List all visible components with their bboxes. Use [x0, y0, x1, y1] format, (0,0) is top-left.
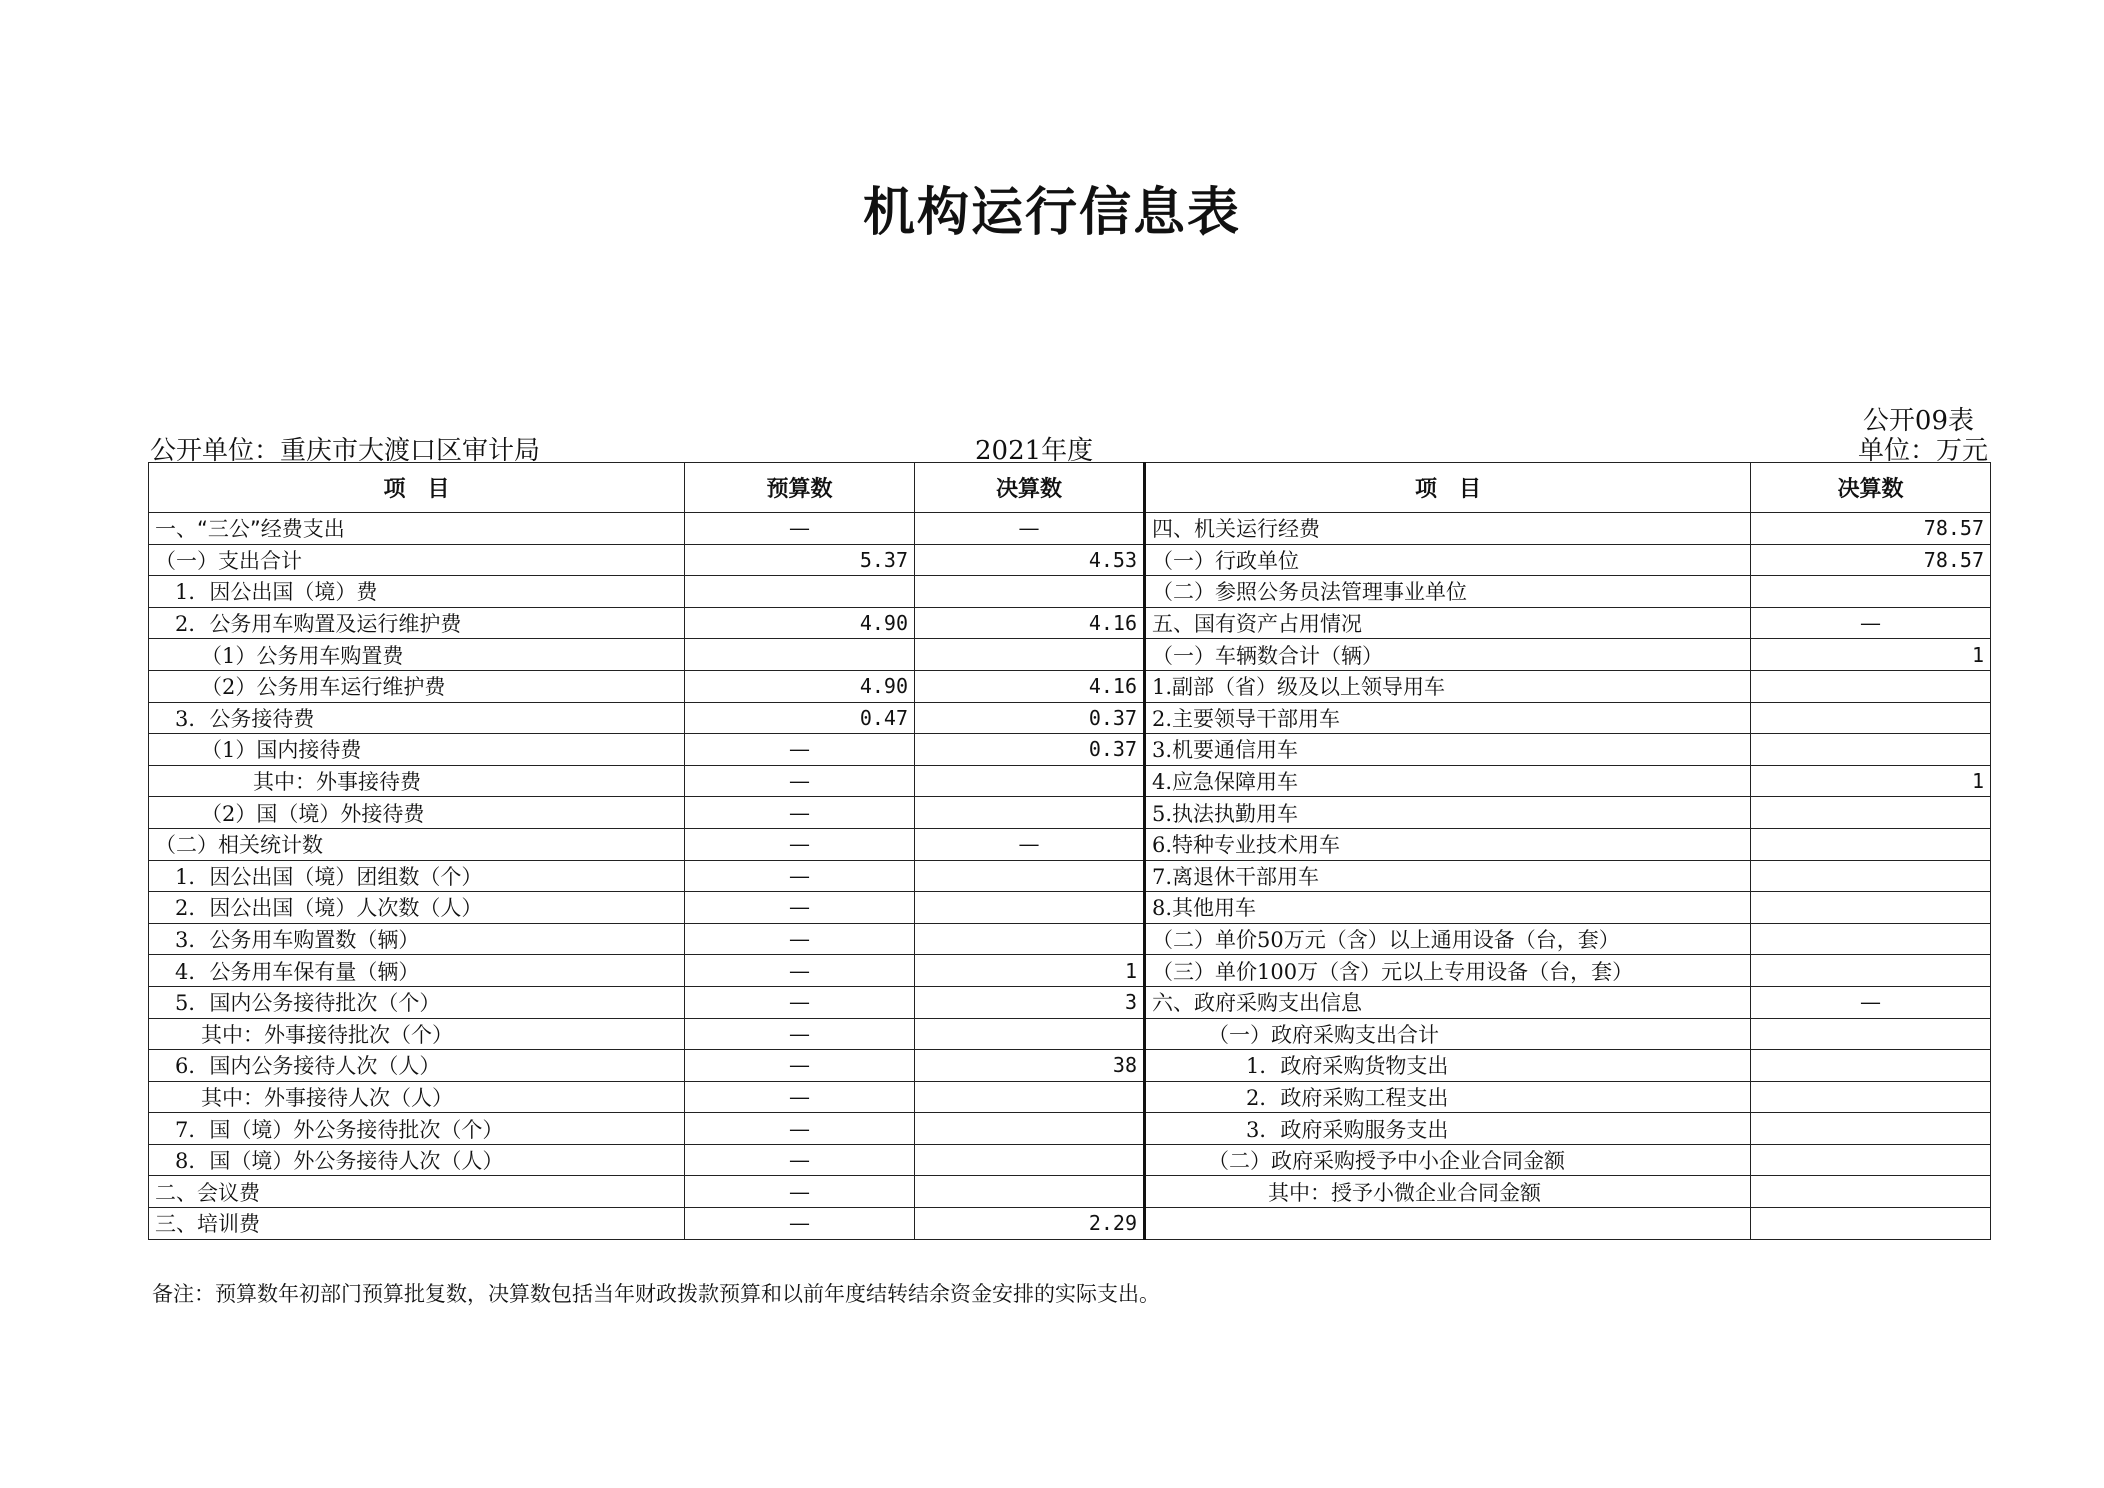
left-item-cell: 6．国内公务接待人次（人） — [149, 1050, 685, 1082]
budget-cell: — — [685, 1081, 915, 1113]
final-cell-right — [1751, 797, 1991, 829]
table-row — [149, 828, 1991, 860]
final-cell-left: 38 — [915, 1050, 1145, 1082]
right-item-cell: 4.应急保障用车 — [1145, 765, 1751, 797]
budget-cell: — — [685, 923, 915, 955]
table-row — [149, 734, 1991, 766]
final-cell-left — [915, 1176, 1145, 1208]
header-final-left: 决算数 — [915, 463, 1145, 513]
left-item-cell: 3．公务接待费 — [149, 702, 685, 734]
left-item-cell: 2．因公出国（境）人次数（人） — [149, 892, 685, 924]
right-item-cell: 六、政府采购支出信息 — [1145, 986, 1751, 1018]
table-row — [149, 1050, 1991, 1082]
table-row — [149, 765, 1991, 797]
table-row — [149, 986, 1991, 1018]
right-item-cell: 5.执法执勤用车 — [1145, 797, 1751, 829]
left-item-cell: （1）公务用车购置费 — [149, 639, 685, 671]
left-item-cell: （二）相关统计数 — [149, 828, 685, 860]
budget-cell: — — [685, 1050, 915, 1082]
final-cell-left: 4.16 — [915, 670, 1145, 702]
final-cell-left: — — [915, 828, 1145, 860]
final-cell-left — [915, 765, 1145, 797]
left-item-cell: （1）国内接待费 — [149, 734, 685, 766]
table-row — [149, 1018, 1991, 1050]
budget-cell: — — [685, 986, 915, 1018]
left-item-cell: 8．国（境）外公务接待人次（人） — [149, 1144, 685, 1176]
form-number: 公开09表 — [1862, 406, 1974, 436]
left-item-cell: 4．公务用车保有量（辆） — [149, 955, 685, 987]
budget-cell: — — [685, 1113, 915, 1145]
header-budget: 预算数 — [685, 463, 915, 513]
right-item-cell: 2．政府采购工程支出 — [1145, 1081, 1751, 1113]
final-cell-right — [1751, 1176, 1991, 1208]
left-item-cell: 其中：外事接待费 — [149, 765, 685, 797]
budget-cell — [685, 639, 915, 671]
final-cell-right — [1751, 1081, 1991, 1113]
table-row — [149, 639, 1991, 671]
table-header-row — [149, 463, 1991, 513]
final-cell-left — [915, 923, 1145, 955]
budget-cell: — — [685, 1144, 915, 1176]
final-cell-left: — — [915, 513, 1145, 545]
table-row — [149, 797, 1991, 829]
final-cell-right — [1751, 1018, 1991, 1050]
publishing-unit: 公开单位：重庆市大渡口区审计局 — [150, 436, 541, 466]
budget-cell: 4.90 — [685, 670, 915, 702]
budget-cell: — — [685, 828, 915, 860]
table-row — [149, 1208, 1991, 1240]
right-item-cell: （一）车辆数合计（辆） — [1145, 639, 1751, 671]
final-cell-left — [915, 576, 1145, 608]
table-row — [149, 702, 1991, 734]
left-item-cell: （一）支出合计 — [149, 544, 685, 576]
final-cell-right — [1751, 860, 1991, 892]
final-cell-right — [1751, 923, 1991, 955]
budget-cell: — — [685, 513, 915, 545]
right-item-cell: 3.机要通信用车 — [1145, 734, 1751, 766]
final-cell-right: 78.57 — [1751, 544, 1991, 576]
budget-cell: — — [685, 955, 915, 987]
table-row — [149, 923, 1991, 955]
table-row — [149, 1113, 1991, 1145]
budget-cell: — — [685, 892, 915, 924]
final-cell-right: — — [1751, 986, 1991, 1018]
final-cell-left: 3 — [915, 986, 1145, 1018]
budget-cell: — — [685, 1208, 915, 1240]
left-item-cell: 3．公务用车购置数（辆） — [149, 923, 685, 955]
table-body — [149, 513, 1991, 1240]
left-item-cell: 2．公务用车购置及运行维护费 — [149, 607, 685, 639]
budget-cell: — — [685, 765, 915, 797]
final-cell-right — [1751, 828, 1991, 860]
header-item-left: 项 目 — [149, 463, 685, 513]
budget-cell: — — [685, 860, 915, 892]
left-item-cell: （2）国（境）外接待费 — [149, 797, 685, 829]
budget-cell: 0.47 — [685, 702, 915, 734]
right-item-cell: 其中：授予小微企业合同金额 — [1145, 1176, 1751, 1208]
right-item-cell: （二）参照公务员法管理事业单位 — [1145, 576, 1751, 608]
left-item-cell: 1．因公出国（境）费 — [149, 576, 685, 608]
final-cell-right: 1 — [1751, 765, 1991, 797]
table-row — [149, 1176, 1991, 1208]
table-row — [149, 892, 1991, 924]
right-item-cell: （三）单价100万（含）元以上专用设备（台，套） — [1145, 955, 1751, 987]
right-item-cell: 1．政府采购货物支出 — [1145, 1050, 1751, 1082]
header-item-right: 项 目 — [1145, 463, 1751, 513]
right-item-cell: 五、国有资产占用情况 — [1145, 607, 1751, 639]
money-unit: 单位：万元 — [1857, 436, 1988, 466]
final-cell-right — [1751, 670, 1991, 702]
right-item-cell: （一）政府采购支出合计 — [1145, 1018, 1751, 1050]
page-title: 机构运行信息表 — [862, 183, 1241, 243]
final-cell-left: 0.37 — [915, 702, 1145, 734]
fiscal-year: 2021年度 — [975, 436, 1094, 466]
final-cell-left — [915, 860, 1145, 892]
final-cell-right: — — [1751, 607, 1991, 639]
right-item-cell: 8.其他用车 — [1145, 892, 1751, 924]
table-row — [149, 955, 1991, 987]
right-item-cell: 6.特种专业技术用车 — [1145, 828, 1751, 860]
operation-info-table — [148, 462, 1991, 1240]
budget-cell: 4.90 — [685, 607, 915, 639]
table-row — [149, 513, 1991, 545]
left-item-cell: 一、“三公”经费支出 — [149, 513, 685, 545]
table-row — [149, 1144, 1991, 1176]
final-cell-right: 1 — [1751, 639, 1991, 671]
final-cell-right — [1751, 955, 1991, 987]
left-item-cell: 其中：外事接待批次（个） — [149, 1018, 685, 1050]
right-item-cell: 四、机关运行经费 — [1145, 513, 1751, 545]
budget-cell: — — [685, 1018, 915, 1050]
budget-cell: — — [685, 1176, 915, 1208]
final-cell-right — [1751, 576, 1991, 608]
budget-cell — [685, 576, 915, 608]
final-cell-right: 78.57 — [1751, 513, 1991, 545]
final-cell-left: 4.53 — [915, 544, 1145, 576]
table-row — [149, 1081, 1991, 1113]
table-row — [149, 544, 1991, 576]
final-cell-right — [1751, 702, 1991, 734]
budget-cell: — — [685, 797, 915, 829]
left-item-cell: 二、会议费 — [149, 1176, 685, 1208]
right-item-cell — [1145, 1208, 1751, 1240]
right-item-cell: （二）政府采购授予中小企业合同金额 — [1145, 1144, 1751, 1176]
budget-cell: — — [685, 734, 915, 766]
final-cell-left: 2.29 — [915, 1208, 1145, 1240]
left-item-cell: 1．因公出国（境）团组数（个） — [149, 860, 685, 892]
final-cell-right — [1751, 1050, 1991, 1082]
table-row — [149, 670, 1991, 702]
table-row — [149, 607, 1991, 639]
table-row — [149, 576, 1991, 608]
final-cell-left — [915, 1113, 1145, 1145]
right-item-cell: （一）行政单位 — [1145, 544, 1751, 576]
final-cell-right — [1751, 1113, 1991, 1145]
final-cell-left: 0.37 — [915, 734, 1145, 766]
header-final-right: 决算数 — [1751, 463, 1991, 513]
final-cell-left: 1 — [915, 955, 1145, 987]
right-item-cell: 2.主要领导干部用车 — [1145, 702, 1751, 734]
right-item-cell: 3．政府采购服务支出 — [1145, 1113, 1751, 1145]
final-cell-left — [915, 1018, 1145, 1050]
left-item-cell: 7．国（境）外公务接待批次（个） — [149, 1113, 685, 1145]
final-cell-right — [1751, 1208, 1991, 1240]
final-cell-left — [915, 639, 1145, 671]
left-item-cell: 三、培训费 — [149, 1208, 685, 1240]
left-item-cell: 其中：外事接待人次（人） — [149, 1081, 685, 1113]
left-item-cell: （2）公务用车运行维护费 — [149, 670, 685, 702]
final-cell-left — [915, 1144, 1145, 1176]
header-info-row — [150, 430, 1988, 464]
left-item-cell: 5．国内公务接待批次（个） — [149, 986, 685, 1018]
final-cell-left: 4.16 — [915, 607, 1145, 639]
table-row — [149, 860, 1991, 892]
final-cell-right — [1751, 892, 1991, 924]
right-item-cell: 1.副部（省）级及以上领导用车 — [1145, 670, 1751, 702]
final-cell-right — [1751, 1144, 1991, 1176]
right-item-cell: （二）单价50万元（含）以上通用设备（台，套） — [1145, 923, 1751, 955]
right-item-cell: 7.离退休干部用车 — [1145, 860, 1751, 892]
final-cell-left — [915, 1081, 1145, 1113]
final-cell-right — [1751, 734, 1991, 766]
footnote: 备注：预算数年初部门预算批复数，决算数包括当年财政拨款预算和以前年度结转结余资金安排的实际支出。 — [152, 1282, 1160, 1306]
final-cell-left — [915, 797, 1145, 829]
final-cell-left — [915, 892, 1145, 924]
budget-cell: 5.37 — [685, 544, 915, 576]
